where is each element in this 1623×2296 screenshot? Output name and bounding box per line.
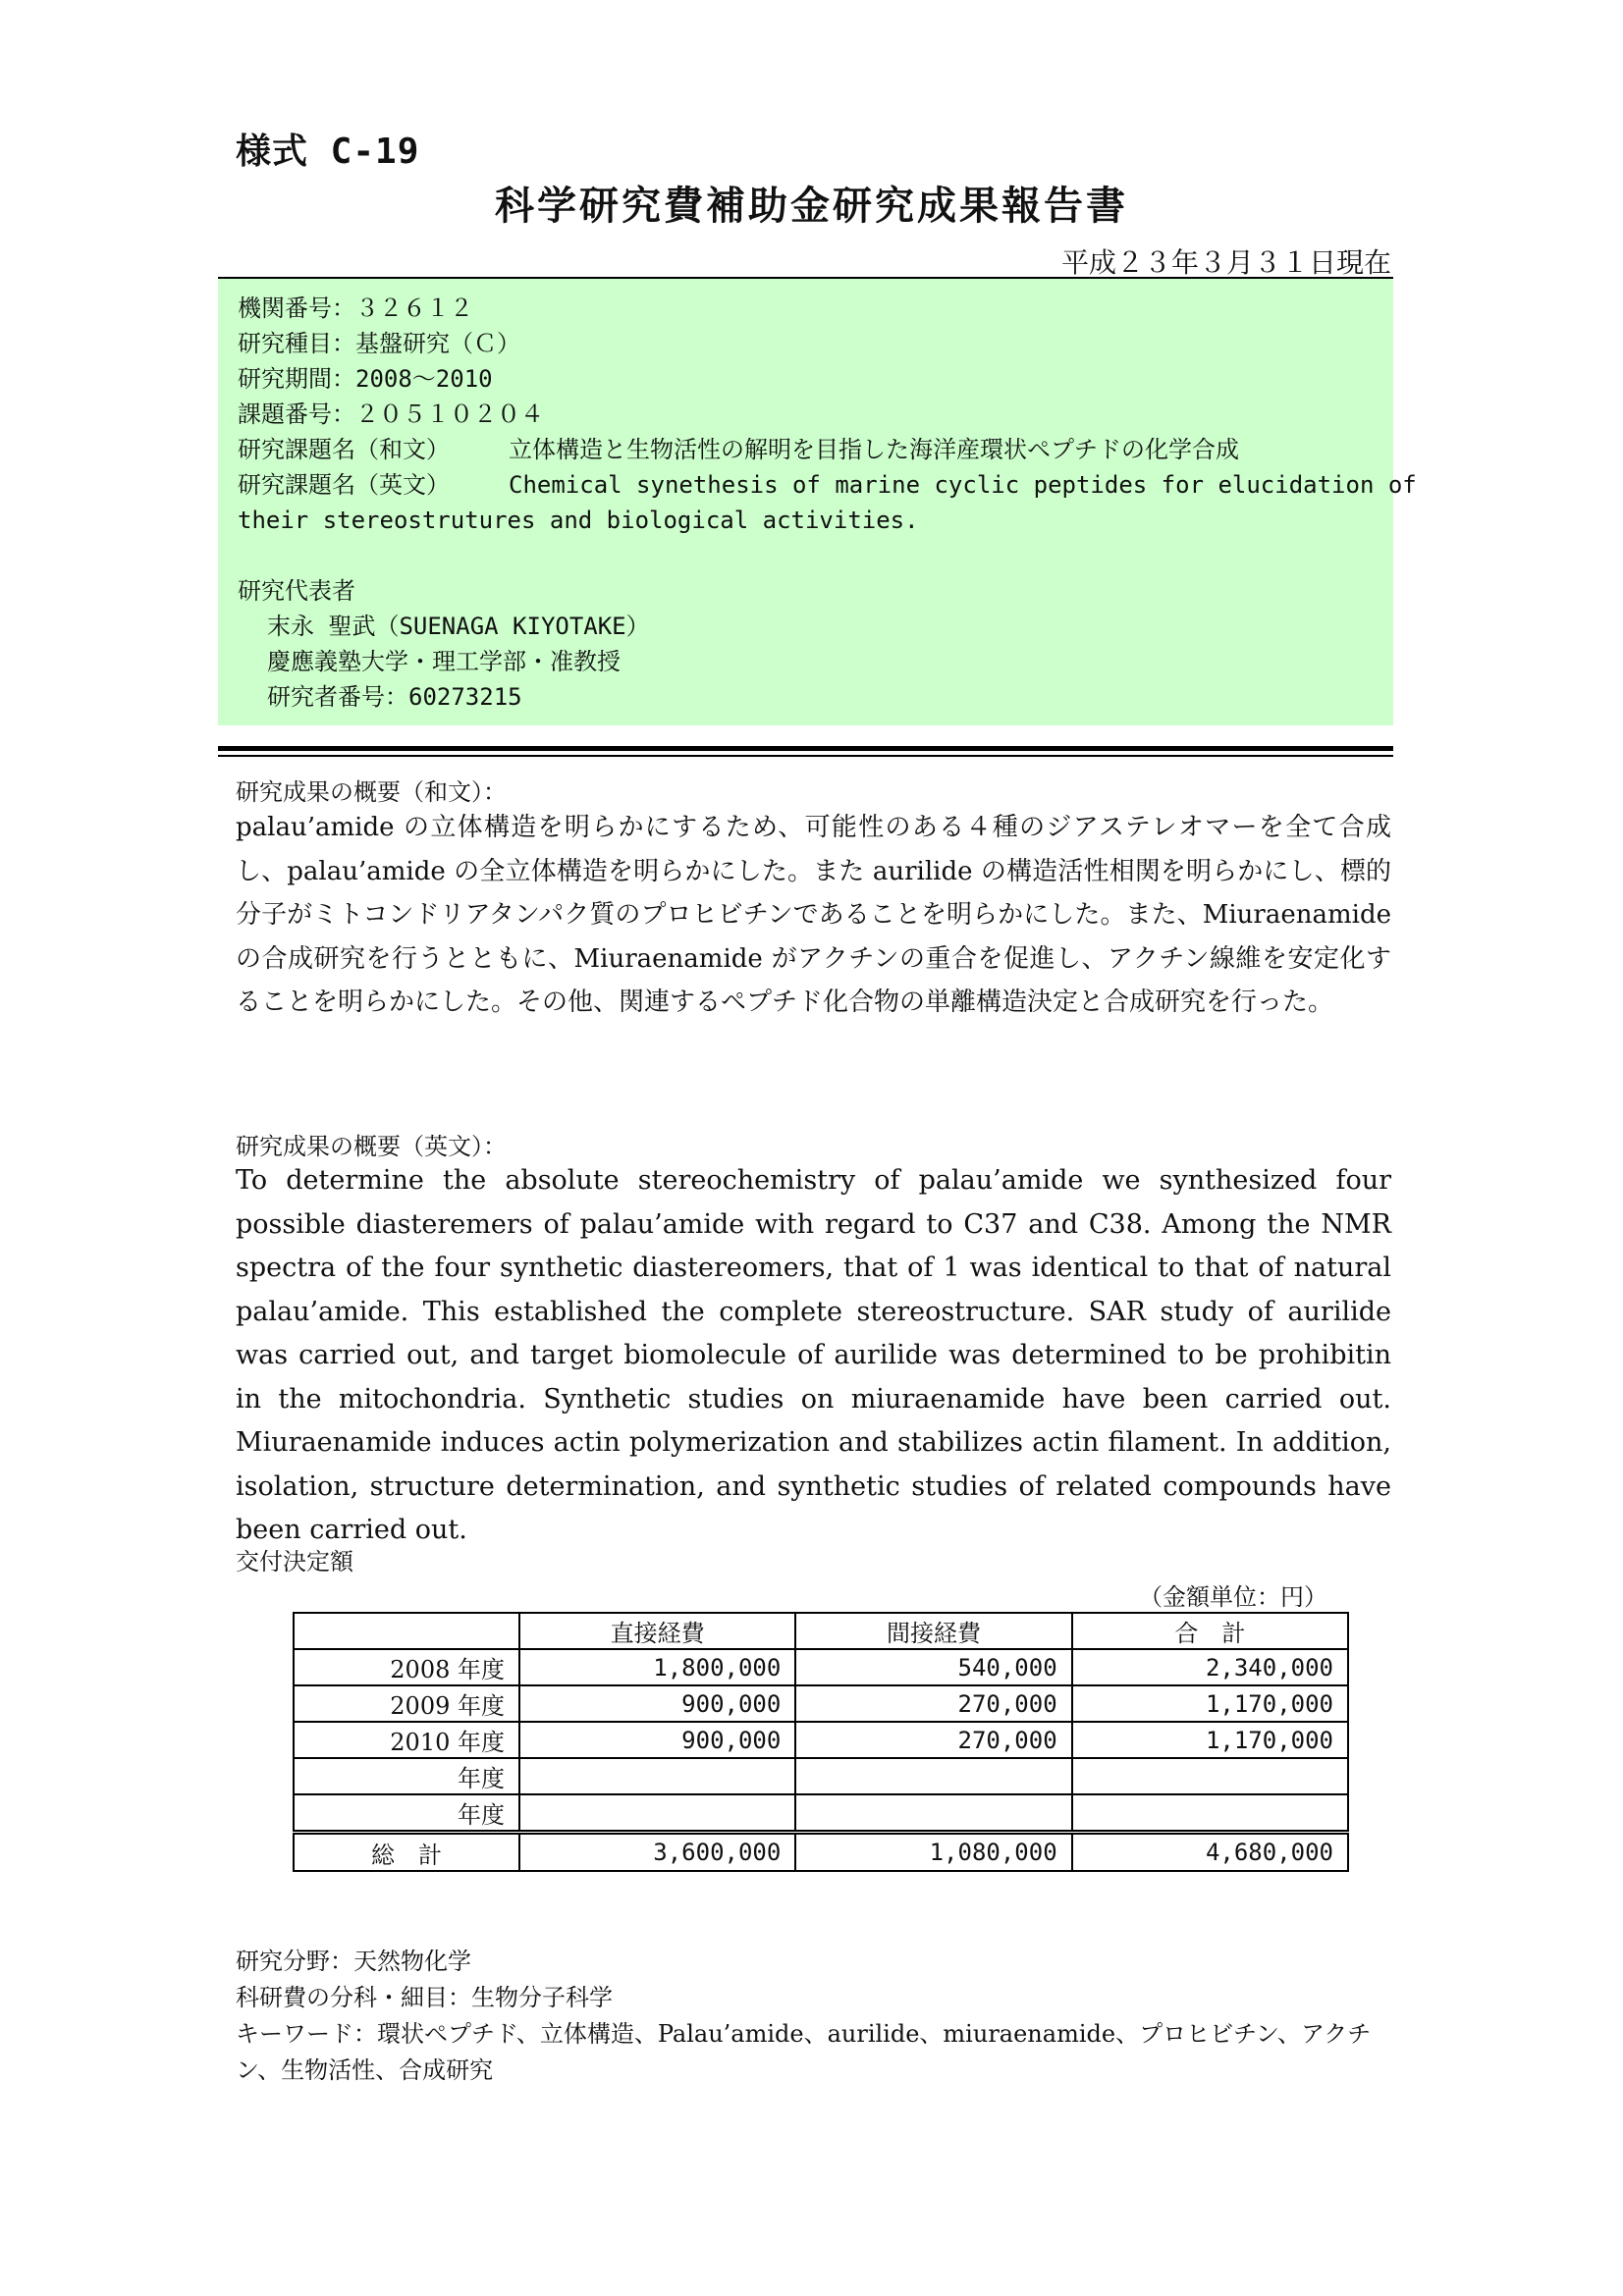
keywords: キーワード：環状ペプチド、立体構造、Palau’amide、aurilide、miuraenamide、プロヒビチン、アクチン、生物活性、合成研究 (236, 2020, 1372, 2084)
grant-total: 2,340,000 (1072, 1649, 1348, 1685)
grant-total-direct: 3,600,000 (519, 1833, 795, 1872)
grant-direct (519, 1794, 795, 1833)
pi-researcher-number: 研究者番号：60273215 (267, 683, 522, 711)
grant-total (1072, 1794, 1348, 1833)
title-en-row (238, 467, 1417, 503)
report-date: 平成２３年３月３１日現在 (1060, 246, 1391, 279)
summary-ja-text: palau’amide の立体構造を明らかにするため、可能性のある４種のジアステレオマーを全て合成し、palau’amide の全立体構造を明らかにした。また aurilide の構造活性相関を明らかにし、標的分子がミトコンドリアタンパク質のプロヒビチンであることを明らかにした。また、Miuraenamide の合成研究を行うとともに、Miuraenamide がアクチンの重合を促進し、アクチン線維を安定化することを明らかにした。その他、関連するペプチド化合物の単離構造決定と合成研究を行った。 (236, 813, 1391, 1017)
grant-indirect (795, 1758, 1071, 1794)
grant-indirect: 270,000 (795, 1685, 1071, 1722)
grant-heading: 交付決定額 (236, 1548, 353, 1575)
grant-total: 1,170,000 (1072, 1685, 1348, 1722)
grant-direct: 900,000 (519, 1722, 795, 1758)
grant-year: 2009 年度 (294, 1685, 519, 1722)
grant-table (293, 1612, 1349, 1872)
grant-header-row (294, 1613, 1348, 1649)
grant-direct (519, 1758, 795, 1794)
grant-year: 年度 (294, 1794, 519, 1833)
grant-total: 1,170,000 (1072, 1722, 1348, 1758)
research-period: 研究期間：2008～2010 (238, 365, 493, 393)
grant-indirect: 270,000 (795, 1722, 1071, 1758)
title-en-line1: Chemical synethesis of marine cyclic peptides for elucidation of (509, 471, 1417, 499)
grant-year: 年度 (294, 1758, 519, 1794)
grant-direct: 1,800,000 (519, 1649, 795, 1685)
pi-affiliation: 慶應義塾大学・理工学部・准教授 (267, 648, 621, 675)
summary-ja-heading: 研究成果の概要（和文）： (236, 778, 507, 806)
summary-en-heading: 研究成果の概要（英文）： (236, 1133, 507, 1160)
project-info-box (218, 279, 1417, 725)
summary-en-text: To determine the absolute stereochemistry of palau’amide we synthesized four possible diasteremers of palau’amide with regard to C37 and C38. Among the NMR spectra of the four synthetic diastereomers, that of 1 was identical to that of natural palau’amide. This established the complete stereostructure. SAR study of aurilide was carried out, and target biomolecule of aurilide was determined to be prohibitin in the mitochondria. Synthetic studies on miuraenamide have been carried out. Miuraenamide induces actin polymerization and stabilizes actin filament. In addition, isolation, structure determination, and synthetic studies of related compounds have been carried out. (236, 1165, 1391, 1545)
grant-col-direct: 直接経費 (519, 1613, 795, 1649)
table-row (294, 1758, 1348, 1794)
title-ja-row (238, 432, 1393, 467)
table-row (294, 1794, 1348, 1833)
footer-block (236, 1944, 1394, 2089)
table-row (294, 1722, 1348, 1758)
pi-heading: 研究代表者 (238, 577, 355, 605)
title-ja-label: 研究課題名（和文） (238, 436, 450, 463)
document-title: 科学研究費補助金研究成果報告書 (495, 184, 1128, 229)
project-number: 課題番号：２０５１０２０４ (238, 400, 544, 428)
grant-col-indirect: 間接経費 (795, 1613, 1071, 1649)
grant-total-sum: 4,680,000 (1072, 1833, 1348, 1872)
grant-year: 2008 年度 (294, 1649, 519, 1685)
grant-total-indirect: 1,080,000 (795, 1833, 1071, 1872)
grant-indirect (795, 1794, 1071, 1833)
grant-direct: 900,000 (519, 1685, 795, 1722)
research-field: 研究分野：天然物化学 (236, 1948, 471, 1975)
grant-year: 2010 年度 (294, 1722, 519, 1758)
table-row (294, 1649, 1348, 1685)
form-label: 様式 C-19 (236, 132, 420, 172)
title-en-line2: their stereostrutures and biological activities. (238, 507, 919, 534)
research-subfield: 科研費の分科・細目：生物分子科学 (236, 1984, 613, 2011)
grant-total (1072, 1758, 1348, 1794)
table-row (294, 1685, 1348, 1722)
grant-unit-label: （金額単位：円） (1139, 1583, 1327, 1611)
grant-total-row (294, 1833, 1348, 1872)
pi-name: 末永 聖武（SUENAGA KIYOTAKE） (267, 613, 650, 640)
grant-col-blank (294, 1613, 519, 1649)
separator-rule-thick (218, 746, 1393, 751)
separator-rule-thin (218, 755, 1393, 757)
research-category: 研究種目：基盤研究（Ｃ） (238, 330, 520, 357)
title-ja: 立体構造と生物活性の解明を目指した海洋産環状ペプチドの化学合成 (509, 436, 1239, 463)
grant-total-label: 総 計 (294, 1833, 519, 1872)
grant-indirect: 540,000 (795, 1649, 1071, 1685)
title-en-label: 研究課題名（英文） (238, 471, 450, 499)
institution-number: 機関番号：３２６１２ (238, 294, 473, 322)
grant-col-total: 合 計 (1072, 1613, 1348, 1649)
